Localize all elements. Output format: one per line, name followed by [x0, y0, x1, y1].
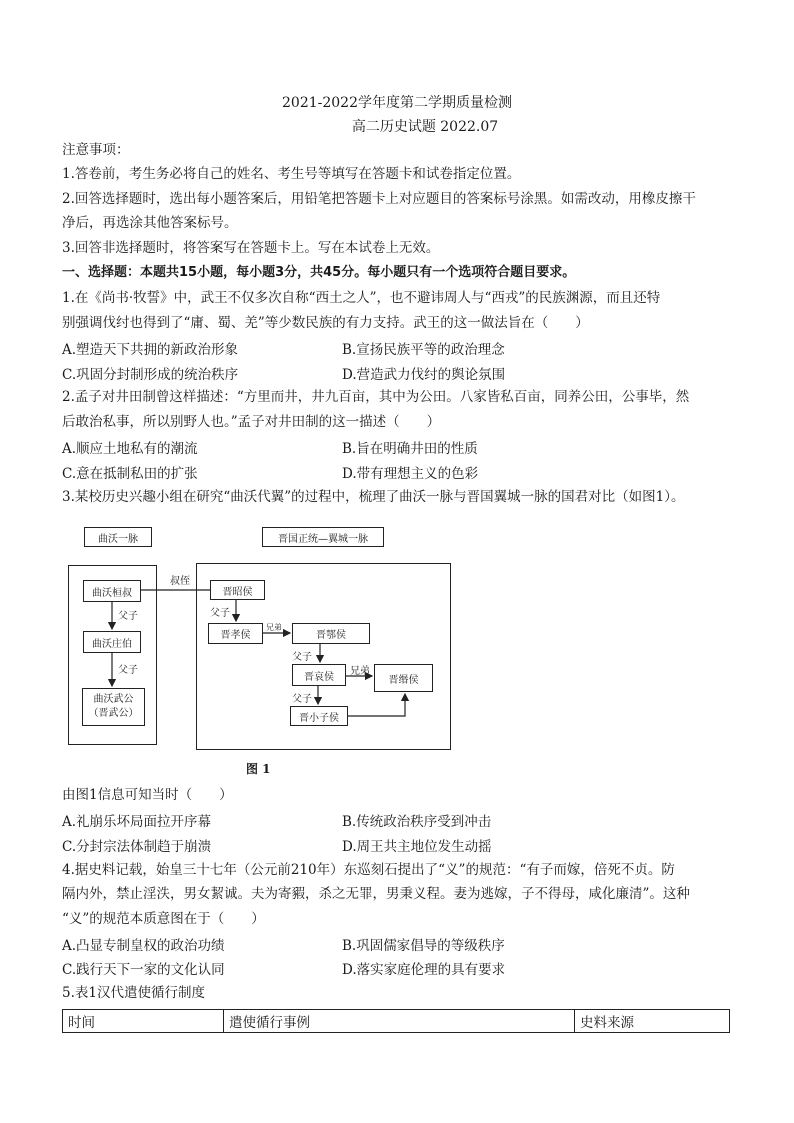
q5-stem: 5.表1汉代遣使循行制度 [62, 985, 205, 1001]
table-col-time: 时间 [63, 1010, 224, 1033]
quwo-zhuangbo-box: 曲沃庄伯 [83, 631, 141, 653]
q2-stem-1: 2.孟子对井田制曾这样描述：“方里而井，井九百亩，其中为公田。八家皆私百亩，同养公田，公事毕，然 [62, 389, 690, 405]
q3-stem: 3.某校历史兴趣小组在研究“曲沃代翼”的过程中，梳理了曲沃一脉与晋国翼城一脉的国君对比（如图1）。 [62, 489, 685, 505]
q4-option-c: C.践行天下一家的文化认同 [62, 962, 225, 978]
rel-label-fuzi-1: 父子 [118, 611, 138, 622]
q2-option-c: C.意在抵制私田的扩张 [62, 466, 198, 482]
q2-option-a: A.顺应土地私有的潮流 [62, 441, 198, 457]
quwo-wugong-alias: （晋武公） [88, 708, 139, 719]
quwo-wugong-name: 曲沃武公 [93, 694, 134, 705]
exam-subtitle: 高二历史试题 2022.07 [351, 119, 499, 135]
q1-option-d: D.营造武力伐纣的舆论氛围 [342, 367, 506, 383]
q4-stem-1: 4.据史料记载，始皇三十七年（公元前210年）东巡刻石提出了“义”的规范：“有子而嫁，倍死不贞。防 [62, 862, 675, 878]
q2-option-b: B.旨在明确井田的性质 [342, 441, 478, 457]
rel-label-fuzi-3: 父子 [210, 608, 230, 619]
table-header-row [63, 1010, 730, 1033]
q1-option-b: B.宣扬民族平等的政治理念 [342, 342, 505, 358]
jin-xiaohou-box: 晋孝侯 [208, 623, 263, 644]
q4-stem-3: “义”的规范本质意图在于（ ） [62, 911, 265, 927]
section-heading: 一、选择题：本题共15小题，每小题3分，共45分。每小题只有一个选项符合题目要求。 [62, 265, 576, 280]
rel-label-fuzi-5: 父子 [292, 694, 312, 705]
q1-stem-2: 别强调伐纣也得到了“庸、蜀、羌”等少数民族的有力支持。武王的这一做法旨在（ ） [62, 315, 589, 331]
jin-minhou-box: 晋缗侯 [374, 664, 433, 692]
q2-option-d: D.带有理想主义的色彩 [342, 466, 479, 482]
q4-option-b: B.巩固儒家倡导的等级秩序 [342, 938, 505, 954]
note-2a: 2.回答选择题时，选出每小题答案后，用铅笔把答题卡上对应题目的答案标号涂黑。如需改动，用橡皮擦干 [62, 191, 696, 207]
q3-option-d: D.周王共主地位发生动摇 [342, 839, 492, 855]
q1-option-c: C.巩固分封制形成的统治秩序 [62, 367, 239, 383]
rel-label-shuzhi: 叔侄 [170, 576, 190, 587]
q4-option-d: D.落实家庭伦理的具有要求 [342, 962, 506, 978]
notes-heading: 注意事项： [62, 142, 130, 158]
rel-label-fuzi-4: 父子 [292, 652, 312, 663]
q3-option-a: A.礼崩乐坏局面拉开序幕 [62, 814, 212, 830]
q2-stem-2: 后敢治私事，所以别野人也。”孟子对井田制的这一描述（ ） [62, 414, 441, 430]
right-title-box: 晋国正统—翼城一脉 [262, 527, 384, 547]
jin-xiaozihou-box: 晋小子侯 [290, 706, 348, 726]
left-title-box: 曲沃一脉 [84, 527, 152, 547]
rel-label-xiongdi-2: 兄弟 [350, 666, 370, 677]
q3-question: 由图1信息可知当时（ ） [62, 787, 233, 803]
q4-stem-2: 隔内外，禁止淫泆，男女絜诚。夫为寄豭，杀之无罪，男秉义程。妻为逃嫁，子不得母，咸化廉清”。这种 [62, 886, 690, 902]
rel-label-fuzi-2: 父子 [118, 665, 138, 676]
note-1: 1.答卷前，考生务必将自己的姓名、考生号等填写在答题卡和试卷指定位置。 [62, 166, 521, 182]
note-3: 3.回答非选择题时，将答案写在答题卡上。写在本试卷上无效。 [62, 240, 440, 256]
quwo-huanshu-box: 曲沃桓叔 [83, 580, 141, 602]
figure-caption: 图 1 [246, 762, 271, 776]
jin-zhaohou-box: 晋昭侯 [210, 580, 265, 600]
rel-label-xiongdi-1: 兄弟 [266, 623, 282, 632]
note-2b: 净后，再选涂其他答案标号。 [62, 215, 238, 231]
exam-title: 2021-2022学年度第二学期质量检测 [282, 95, 512, 111]
q1-option-a: A.塑造天下共拥的新政治形象 [62, 342, 239, 358]
q4-option-a: A.凸显专制皇权的政治功绩 [62, 938, 225, 954]
jin-ehou-box: 晋鄂侯 [292, 623, 370, 644]
q1-stem-1: 1.在《尚书·牧誓》中，武王不仅多次自称“西土之人”，也不避讳周人与“西戎”的民族渊源，而且还特 [62, 290, 661, 306]
jin-aihou-box: 晋哀侯 [292, 664, 346, 686]
table-col-source: 史料来源 [575, 1010, 730, 1033]
table-1 [62, 1009, 730, 1033]
connector-xiaozihou-minhou [348, 694, 405, 716]
q3-option-b: B.传统政治秩序受到冲击 [342, 814, 492, 830]
q3-option-c: C.分封宗法体制趋于崩溃 [62, 839, 212, 855]
table-col-events: 遣使循行事例 [224, 1010, 575, 1033]
